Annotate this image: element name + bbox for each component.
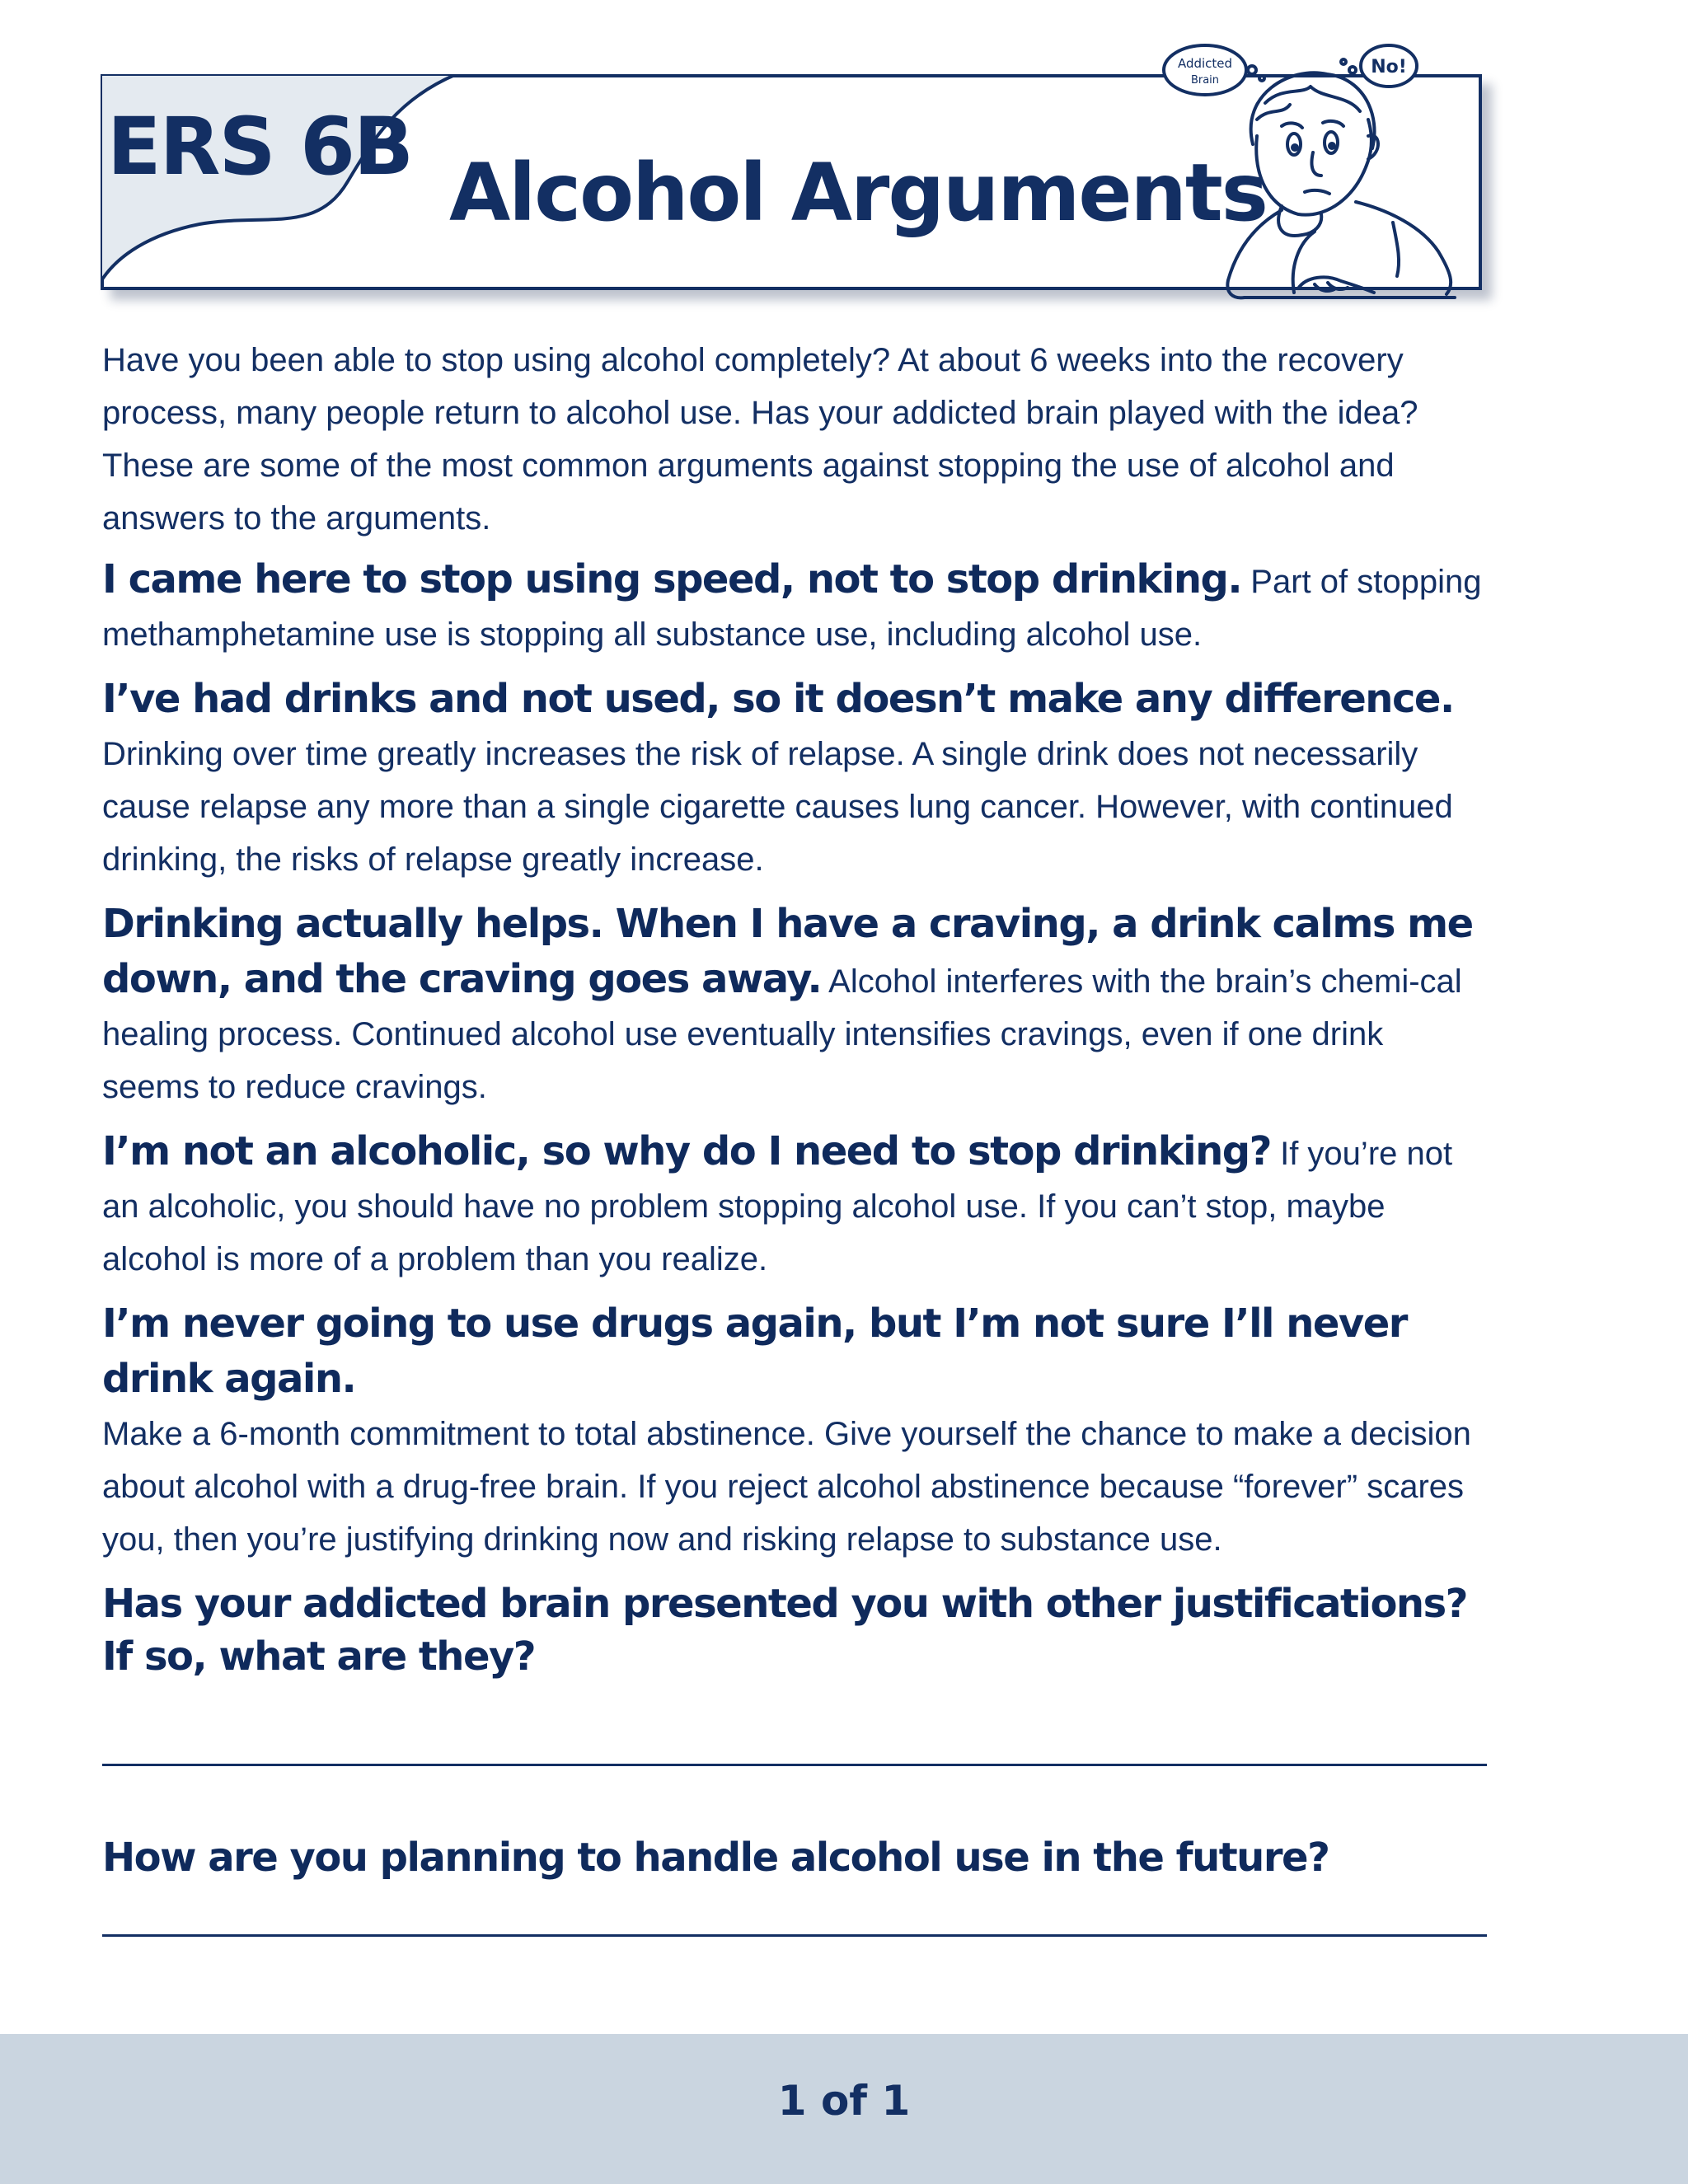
argument-block <box>102 898 1487 1113</box>
intro-paragraph: Have you been able to stop using alcohol completely? At about 6 weeks into the recovery process, many people return to alcohol use. Has your addicted brain played with the idea? These are some of the most common arguments against stopping the use of alcohol and answers to the arguments. <box>102 342 1418 537</box>
argument-block <box>102 1125 1487 1286</box>
question-future-plan: How are you planning to handle alcohol use in the future? <box>102 1835 1329 1881</box>
argument-answer: If you’re not an alcoholic, you should have no problem stopping alcohol use. If you can’t stop, maybe alcohol is more of a problem than you realize. <box>102 1136 1453 1277</box>
argument-answer: Make a 6-month commitment to total abstinence. Give yourself the chance to make a decision about alcohol with a drug-free brain. If you reject alcohol abstinence because “forever” scares you, then you’re justifying drinking now and risking relapse to substance use. <box>102 1416 1471 1558</box>
bubble-no-text: No! <box>1371 57 1407 77</box>
handout-body <box>102 334 1487 1683</box>
argument-heading: Drinking actually helps. When I have a craving, a drink calms me down, and the craving goes away. <box>102 901 1473 1002</box>
argument-block <box>102 1297 1487 1566</box>
argument-block <box>102 553 1487 661</box>
answer-line-future-plan[interactable] <box>102 1934 1487 1937</box>
argument-heading: I’m not an alcoholic, so why do I need to stop drinking? <box>102 1128 1271 1174</box>
argument-answer: Part of stopping methamphetamine use is stopping all substance use, including alcohol use. <box>102 564 1482 653</box>
argument-heading: I came here to stop using speed, not to stop drinking. <box>102 556 1242 602</box>
bubble-brain-word-1: Addicted <box>1177 56 1233 71</box>
answer-line-justifications[interactable] <box>102 1764 1487 1766</box>
page-number: 1 of 1 <box>777 2077 911 2125</box>
bubble-brain-word-2: Brain <box>1190 74 1220 87</box>
handout-code: ERS 6B <box>107 101 413 193</box>
question-justifications: Has your addicted brain presented you with other justifications? If so, what are they? <box>102 1581 1467 1680</box>
argument-heading: I’m never going to use drugs again, but I’m not sure I’ll never drink again. <box>102 1301 1407 1402</box>
argument-heading: I’ve had drinks and not used, so it doesn’t make any difference. <box>102 676 1454 722</box>
argument-answer: Alcohol interferes with the brain’s chemi-cal healing process. Continued alcohol use eventually intensifies cravings, even if one drink seems to reduce cravings. <box>102 963 1462 1105</box>
page-title: Alcohol Arguments <box>449 147 1267 239</box>
thinking-man-illustration <box>1158 37 1471 309</box>
argument-block <box>102 673 1487 886</box>
argument-answer: Drinking over time greatly increases the risk of relapse. A single drink does not necessarily cause relapse any more than a single cigarette causes lung cancer. However, with continued drinking, the risks of relapse greatly increase. <box>102 736 1453 878</box>
